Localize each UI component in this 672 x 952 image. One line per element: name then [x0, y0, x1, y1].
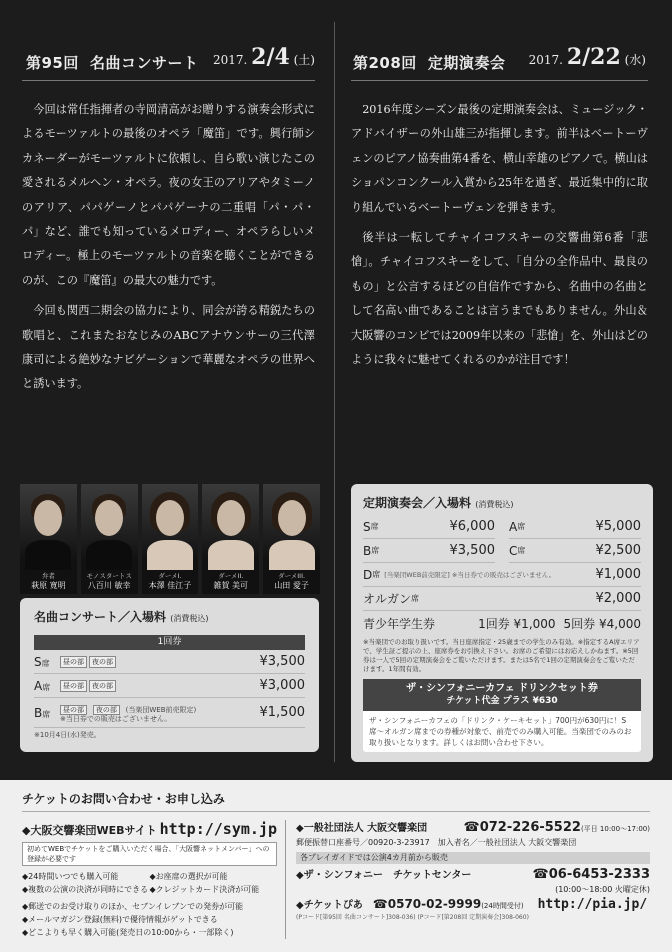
- price-row: [34, 698, 305, 728]
- concert-title: 名曲コンサート: [89, 54, 199, 72]
- performer-photos: [20, 484, 320, 594]
- description-paragraph: 後半は一転してチャイコフスキーの交響曲第6番「悲愴」。チャイコフスキーをして、「自分の全作品中、最良のもの」と公言するほどの自信作ですから、名曲中の名曲として名高い曲であることは言うまでもありません。外山＆大阪響のコンビでは2009年以来の「悲愴」を、外山はどのように我々に魅せてくれるのかが注目です！: [351, 231, 648, 367]
- pia-phone[interactable]: ☎0570-02-9999: [372, 897, 482, 911]
- date-md: 2/4: [251, 44, 290, 70]
- performer-role: ダーメI.: [158, 572, 182, 580]
- feature-item: ◆郵送でのお受け取りのほか、セブンイレブンでの発券が可能: [22, 902, 244, 911]
- price-amount: ¥3,000: [259, 678, 305, 693]
- concert-header: [26, 44, 315, 82]
- contact-heading: チケットのお問い合わせ・お申し込み: [22, 790, 650, 812]
- cafe-set-ticket: [363, 679, 641, 752]
- date-md: 2/22: [566, 44, 621, 70]
- matinee-tag: 昼の部: [60, 705, 87, 715]
- student-five: 5回券 ¥4,000: [563, 616, 641, 631]
- performer-photo: [263, 484, 320, 594]
- price-cell: C 席 ¥2,500: [509, 539, 641, 563]
- price-amount: ¥6,000: [449, 519, 495, 534]
- seat-class: A席: [34, 678, 51, 693]
- concert-date: [529, 44, 646, 70]
- performer-photo: [202, 484, 259, 594]
- feature-item: ◆複数の公演の決済が同時にできる: [22, 885, 149, 894]
- performer-photo: [142, 484, 199, 594]
- web-link[interactable]: http://sym.jp: [159, 820, 277, 838]
- performer-role: ダーメIII.: [278, 572, 306, 580]
- performer-photo: [81, 484, 138, 594]
- student-row: 青少年学生券 1回券 ¥1,000 5回券 ¥4,000: [363, 616, 641, 631]
- no-door-sales-note: ※当日券での販売はございません。: [60, 715, 172, 723]
- web-features: [22, 870, 277, 896]
- header-rule: [351, 80, 648, 81]
- feature-item: ◆クレジットカード決済が可能: [149, 885, 260, 894]
- meikyoku-price-box: [20, 598, 319, 752]
- performer-role: モノスタートス: [86, 572, 132, 580]
- price-amount: ¥1,000: [595, 567, 641, 582]
- web-info: [22, 820, 286, 939]
- student-single: 1回券 ¥1,000: [478, 616, 556, 631]
- performer-role: ダーメII.: [218, 572, 244, 580]
- description-paragraph: 2016年度シーズン最後の定期演奏会は、ミュージック・アドバイザーの外山雄三が指揮します。前半はベートーヴェンのピアノ協奏曲第4番を、横山幸雄のピアノで。横山はショパンコンクール入賞から25年を過ぎ、最近集中的に取り組んでいるベートーヴェンを弾きます。: [351, 103, 648, 214]
- concert-description: [22, 98, 315, 403]
- matinee-tag: 昼の部: [60, 680, 87, 692]
- pia-codes: (Pコード[第95回 名曲コンサート]308-036) (Pコード[第208回 定期演奏会]308-060): [296, 914, 529, 921]
- postal-info: 郵便振替口座番号／00920-3-23917 加入者名／一般社団法人 大阪交響楽団: [296, 838, 577, 847]
- cafe-note: ザ・シンフォニーカフェの「ドリンク・ケーキセット」700円が630円に！S席〜オルガン席までの券種が対象で、前売でのみ購入可能。当楽団でのみのお取り扱いとなります。詳しくはお問い合わせ下さい。: [369, 716, 632, 747]
- description-paragraph: 今回は常任指揮者の寺岡清高がお贈りする演奏会形式によるモーツァルトの最後のオペラ「魔笛」です。興行師シカネーダーがモーツァルトに依頼し、自ら歌い演じたこの愛されるメルヘン・オペラ。夜の女王のアリアやタミーノのアリア、パパゲーノとパパゲーナの二重唱「パ・パ・パ」など、誰でも知っているメロディー、オペラらしいメロディー。極上のモーツァルトの音楽を聴くことができるのが、この『魔笛』の最大の魅力です。: [22, 103, 315, 287]
- organ-row: オルガン 席 ¥2,000: [363, 587, 641, 611]
- price-row: [34, 650, 305, 674]
- price-cell: S 席 ¥6,000: [363, 515, 495, 539]
- teiki-price-box: [351, 484, 653, 762]
- pia-link[interactable]: http://pia.jp/: [537, 897, 648, 912]
- feature-item: ◆24時間いつでも購入可能: [22, 872, 119, 881]
- price-amount: ¥1,500: [259, 705, 305, 720]
- date-year: 2017.: [212, 53, 248, 67]
- price-amount: ¥2,000: [595, 591, 641, 606]
- price-amount: ¥5,000: [595, 519, 641, 534]
- web-row: ◆大阪交響楽団WEBサイト http://sym.jp: [22, 820, 277, 838]
- center-phone[interactable]: ☎06-6453-2333: [532, 867, 650, 882]
- seat-class: S席: [34, 654, 50, 669]
- concert-date: [213, 44, 315, 70]
- tier-label: 1回券: [34, 635, 305, 650]
- description-paragraph: 今回も関西二期会の協力により、同会が誇る精鋭たちの歌唱と、これまたおなじみのABCアナウンサーの三代澤康司による絶妙なナビゲーションで華麗なオペラの世界へと誘います。: [22, 304, 315, 391]
- concert-number: 第95回: [26, 54, 79, 72]
- price-cell: B 席 ¥3,500: [363, 539, 495, 563]
- web-only-note: (当楽団WEB前売限定): [125, 706, 197, 714]
- evening-tag: 夜の部: [89, 656, 116, 668]
- org-phone[interactable]: ☎072-226-5522: [463, 820, 581, 835]
- price-amount: ¥2,500: [595, 543, 641, 558]
- release-note: ※10月4日(水)発売。: [34, 731, 101, 739]
- concert-description: [351, 98, 648, 378]
- cafe-title: ザ・シンフォニーカフェ ドリンクセット券 チケット代金 プラス ¥630: [363, 679, 641, 711]
- feature-item: ◆どこよりも早く購入可能(発売日の10:00から・一部除く): [22, 928, 234, 937]
- concert-number: 第208回: [353, 54, 417, 72]
- concert-title: 定期演奏会: [427, 54, 506, 72]
- evening-tag: 夜の部: [93, 705, 120, 715]
- contact-section: [0, 780, 672, 952]
- date-year: 2017.: [528, 53, 563, 67]
- price-title: 定期演奏会／入場料 (消費税込): [363, 496, 514, 510]
- evening-tag: 夜の部: [89, 680, 116, 692]
- price-amount: ¥3,500: [259, 654, 305, 669]
- pia-row: ◆チケットぴあ ☎0570-02-9999 (24時間受付) http://pia.jp/: [296, 897, 648, 912]
- feature-item: ◆メールマガジン登録(無料)で優待情報がゲットできる: [22, 915, 218, 924]
- web-note: 初めてWEBでチケットをご購入いただく場合、「大阪響ネットメンバー」への登録が必要です: [22, 842, 277, 866]
- playguide-note: 各プレイガイドでは公演4カ月前から販売: [296, 852, 650, 864]
- center-row: ◆ザ・シンフォニー チケットセンター ☎06-6453-2333: [296, 867, 650, 882]
- header-rule: [22, 80, 315, 81]
- center-hours: (10:00〜18:00 火曜定休): [555, 885, 650, 894]
- student-note: ※当楽団でのお取り扱いです。当日座席指定・25歳までの学生のみ有効。※指定するA席エリアで、学生証ご提示の上、座席券をお引換え下さい。お席のご希望にはお応えしかねます。※5回券は一人で5回の定期演奏会をご覧いただけます。または5名で1回の定期演奏会をご覧いただけます。1年間有効。: [363, 638, 640, 673]
- d-seat-row: D 席 [当楽団WEB前売限定] ※当日券での販売はございません。 ¥1,000: [363, 563, 641, 587]
- date-day: (水): [624, 53, 646, 67]
- price-grid: [363, 515, 641, 563]
- matinee-tag: 昼の部: [60, 656, 87, 668]
- d-seat-note: [当楽団WEB前売限定] ※当日券での販売はございません。: [384, 571, 556, 579]
- price-amount: ¥3,500: [449, 543, 495, 558]
- seat-class: B席: [34, 705, 51, 720]
- performer-name: 萩原 寛明: [31, 581, 66, 590]
- performer-name: 山田 愛子: [274, 581, 309, 590]
- performer-name: 八百川 敏幸: [87, 581, 131, 590]
- performer-role: 弁者: [41, 572, 55, 580]
- performer-photo: [20, 484, 77, 594]
- price-row: [34, 674, 305, 698]
- phone-info: [286, 820, 650, 939]
- feature-item: ◆お座席の選択が可能: [149, 872, 228, 881]
- column-divider: [334, 22, 335, 762]
- price-title: 名曲コンサート／入場料 (消費税込): [34, 610, 209, 624]
- concert-header: [353, 44, 646, 82]
- org-row: ◆一般社団法人 大阪交響楽団 ☎072-226-5522(平日 10:00〜17:00): [296, 820, 650, 835]
- performer-name: 雑賀 美可: [213, 581, 249, 590]
- performer-name: 本澤 佳江子: [148, 581, 192, 590]
- price-cell: A 席 ¥5,000: [509, 515, 641, 539]
- date-day: (土): [293, 53, 315, 67]
